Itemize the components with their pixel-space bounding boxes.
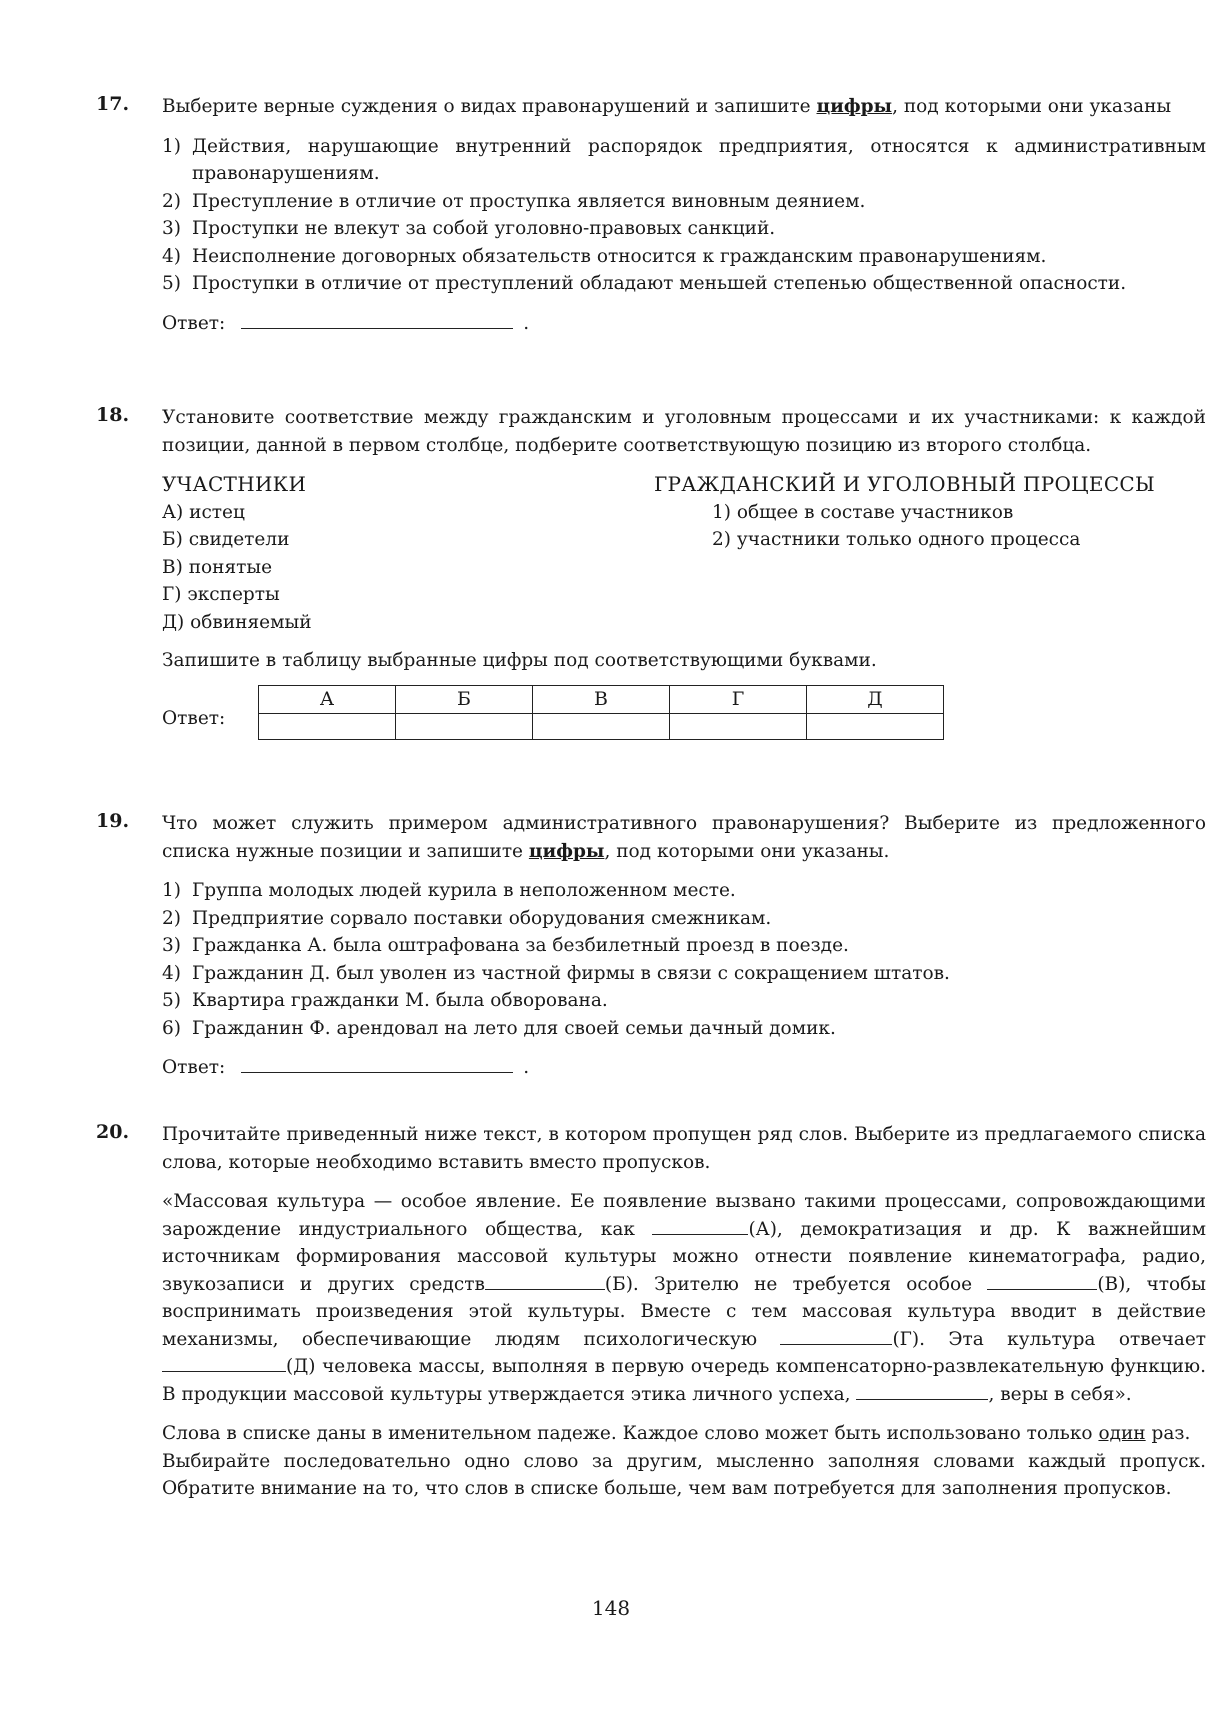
list-item: Г) эксперты: [162, 584, 280, 605]
answer-field[interactable]: [241, 1054, 513, 1073]
list-item: А) истец: [162, 501, 245, 523]
option-list: [162, 877, 1206, 1042]
list-item: 2) участники только одного процесса: [712, 529, 1081, 550]
table-header-cell: А: [259, 685, 396, 714]
gap-b-field[interactable]: [485, 1271, 605, 1290]
answer-cell[interactable]: [259, 714, 396, 740]
table-header-cell: Г: [670, 685, 807, 714]
matching-columns: [162, 471, 1206, 637]
answer-row: Ответ: .: [162, 1054, 1206, 1082]
list-item: 2) Преступление в отличие от проступка является виновным деянием.: [162, 190, 866, 212]
list-item: В) понятые: [162, 556, 273, 578]
table-header-cell: Б: [396, 685, 533, 714]
list-item: 4) Неисполнение договорных обязательств относится к гражданским правонарушениям.: [162, 245, 1047, 267]
list-item: 1) Действия, нарушающие внутренний распорядок предприятия, относятся к административным правонарушениям.: [162, 135, 1206, 184]
table-header-cell: Д: [807, 685, 944, 714]
gap-f-field[interactable]: [856, 1381, 988, 1400]
list-item: 1) Группа молодых людей курила в неположенном месте.: [162, 880, 736, 901]
list-item: 3) Проступки не влекут за собой уголовно-правовых санкций.: [162, 218, 776, 239]
processes-column: [654, 471, 1155, 554]
task-number: 20.: [96, 1121, 130, 1143]
list-item: Б) свидетели: [162, 529, 290, 550]
task-number: 19.: [96, 810, 130, 832]
gap-e-field[interactable]: [162, 1353, 286, 1372]
answer-row: Ответ: .: [162, 310, 1206, 338]
task-instruction: Выберите верные суждения о видах правонарушений и запишите цифры, под которыми они указаны: [162, 96, 1172, 117]
task-instruction: Установите соответствие между гражданским и уголовным процессами и их участниками: к каждой позиции, данной в первом столбце, подберите соответствующую позицию из второго столбца.: [162, 407, 1206, 456]
answer-field[interactable]: [241, 310, 513, 329]
participants-column: [162, 471, 312, 636]
page-number: 148: [591, 1596, 631, 1620]
list-item: 5) Проступки в отличие от преступлений обладают меньшей степенью общественной опасности.: [162, 273, 1127, 294]
table-instruction: Запишите в таблицу выбранные цифры под соответствующими буквами.: [162, 650, 877, 671]
column-heading: УЧАСТНИКИ: [162, 472, 307, 496]
answer-label: Ответ:: [162, 312, 226, 334]
answer-table: [258, 685, 944, 741]
task-number: 18.: [96, 404, 130, 426]
option-list: [162, 133, 1206, 298]
list-item: Д) обвиняемый: [162, 611, 312, 633]
answer-cell[interactable]: [533, 714, 670, 740]
answer-cell[interactable]: [807, 714, 944, 740]
gap-c-field[interactable]: [987, 1271, 1097, 1290]
list-item: 4) Гражданин Д. был уволен из частной фирмы в связи с сокращением штатов.: [162, 962, 950, 984]
column-heading: ГРАЖДАНСКИЙ И УГОЛОВНЫЙ ПРОЦЕССЫ: [654, 472, 1155, 496]
list-item: 5) Квартира гражданки М. была обворована.: [162, 990, 608, 1011]
answer-label: Ответ:: [162, 707, 226, 729]
table-header-cell: В: [533, 685, 670, 714]
answer-table-row: [162, 685, 1206, 747]
answer-cell[interactable]: [396, 714, 533, 740]
list-item: 1) общее в составе участников: [712, 501, 1014, 523]
task-instruction: Прочитайте приведенный ниже текст, в котором пропущен ряд слов. Выберите из предлагаемого списка слова, которые необходимо вставить вместо пропусков.: [162, 1124, 1206, 1173]
answer-cell[interactable]: [670, 714, 807, 740]
note-usage: Слова в списке даны в именительном падеже. Каждое слово может быть использовано только один раз.: [162, 1423, 1191, 1444]
list-item: 6) Гражданин Ф. арендовал на лето для своей семьи дачный домик.: [162, 1017, 836, 1039]
gap-d-field[interactable]: [780, 1326, 892, 1345]
list-item: 3) Гражданка А. была оштрафована за безбилетный проезд в поезде.: [162, 935, 849, 956]
answer-label: Ответ:: [162, 1057, 226, 1078]
task-number: 17.: [96, 93, 130, 115]
note-order: Выбирайте последовательно одно слово за другим, мысленно заполняя словами каждый пропуск. Обратите внимание на то, что слов в списке больше, чем вам потребуется для заполнения пропусков.: [162, 1450, 1206, 1499]
list-item: 2) Предприятие сорвало поставки оборудования смежникам.: [162, 907, 772, 929]
task-instruction: Что может служить примером административного правонарушения? Выберите из предложенного списка нужные позиции и запишите цифры, под которыми они указаны.: [162, 813, 1206, 862]
gap-fill-text: «Массовая культура — особое явление. Ее появление вызвано такими процессами, сопровождающими зарождение индустриального общества, как (А), демократизация и др. К важнейшим источникам формирования массовой культуры можно отнести появление кинематографа, радио, звукозаписи и других средств (Б). Зрителю не требуется особое (В), чтобы воспринимать произведения этой культуры. Вместе с тем массовая культура вводит в действие механизмы, обеспечивающие людям психологическую (Г). Эта культура отвечает (Д) человека массы, выполняя в первую очередь компенсаторно-развлекательную функцию. В продукции массовой культуры утверждается этика личного успеха, , веры в себя».: [162, 1191, 1206, 1405]
gap-a-field[interactable]: [652, 1216, 748, 1235]
